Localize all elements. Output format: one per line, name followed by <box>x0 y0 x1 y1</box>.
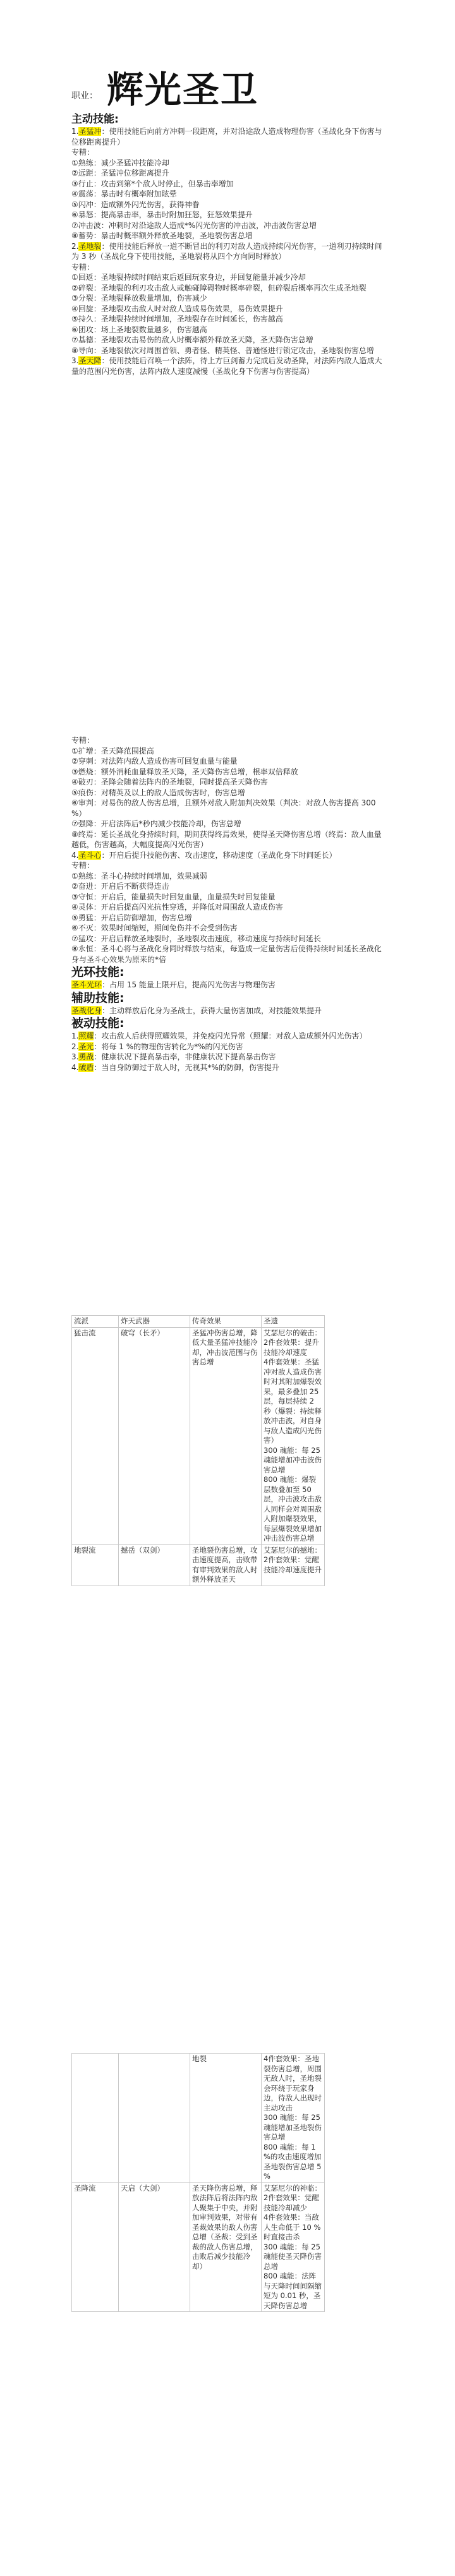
table-cell: 撼岳（双剑） <box>119 1544 190 1586</box>
skill-name: 照耀 <box>78 1032 94 1040</box>
spec-item: ⑥暴怒：提高暴击率，暴击时附加狂怒，狂怒效果提升 <box>71 210 253 219</box>
passive-list <box>71 1031 387 1073</box>
section-title: 光环技能: <box>71 965 124 979</box>
spec-item: ⑤闪冲：造成额外闪光伤害，获得神眷 <box>71 200 200 209</box>
table-header-row <box>72 1316 325 1328</box>
table-cell: 猛击流 <box>72 1327 119 1544</box>
spec-list <box>71 746 387 850</box>
spec-item: ⑦基德：圣地裂攻击易伤的敌人时概率额外释放圣天降，圣天降伤害总增 <box>71 335 313 344</box>
table-row <box>72 2054 325 2183</box>
passive-item: 4.破盾：当自身防御过于敌人时，无视其*%的防御，伤害提升 <box>71 1062 279 1072</box>
table-cell: 地裂流 <box>72 1544 119 1586</box>
skill-entry: 1.圣猛冲：使用技能后向前方冲刺一段距离，并对沿途敌人造成物理伤害（圣战化身下伤害与位移距离提升） <box>71 127 382 147</box>
section-title: 辅助技能: <box>71 990 124 1005</box>
skill-name: 破盾 <box>78 1062 94 1072</box>
spec-item: ④灵体：开启后提高闪光抗性穿透，并降低对周围敌人造成伤害 <box>71 903 283 912</box>
spec-item: ⑤痕伤：对精英及以上的敌人造成伤害时，伤害总增 <box>71 788 245 797</box>
skill-entry: 3.圣天降：使用技能后召唤一个法阵，待上方巨剑蓄力完成后发动圣降，对法阵内敌人造成大量的范围闪光伤害，法阵内敌人速度减慢（圣战化身下伤害与伤害提高） <box>71 356 382 376</box>
table-row <box>72 1544 325 1586</box>
table-cell: 圣猛冲伤害总增，降低大量圣猛冲技能冷却，冲击波范围与伤害总增 <box>190 1327 262 1544</box>
section-title: 被动技能: <box>71 1016 124 1030</box>
table-row <box>72 1327 325 1544</box>
spec-item: ⑦冲击波：冲刺时对沿途敌人造成*%闪光伤害的冲击波，冲击波伤害总增 <box>71 220 317 230</box>
table-header: 传奇效果 <box>190 1316 262 1328</box>
spec-list <box>71 272 387 356</box>
table-row <box>72 2182 325 2312</box>
aura-entry: 圣斗光环：占用 15 能量上限开启，提高闪光伤害与物理伤害 <box>71 980 276 989</box>
spec-label: 专精： <box>71 861 95 870</box>
table-header: 炸天武器 <box>119 1316 190 1328</box>
build-table-cont <box>71 2053 325 2312</box>
spec-item: ①熟练：圣斗心持续时间增加，效果减弱 <box>71 871 207 881</box>
table-cell: 艾瑟尼尔的破击： 2件套效果：提升技能冷却速度 4件套效果：圣猛冲对敌人造成伤害时对其附加爆裂效果，最多叠加 25 层，每层持续 2 秒（爆裂：持续释放冲击波，对自身与敌人造成闪光伤害） 300 魂能：每 25 魂能增加冲击波伤害总增 800 魂能：爆裂层数叠加至 50 层，冲击波攻击敌人同样会对周围敌人附加爆裂效果，每层爆裂效果增加冲击波伤害总增 <box>262 1327 325 1544</box>
spec-item: ⑥审判：对易伤的敌人伤害总增，且额外对敌人附加判决效果（判决：对敌人伤害提高 300 %） <box>71 798 376 818</box>
table-cell: 圣降流 <box>72 2182 119 2312</box>
skill-name: 圣斗心 <box>78 850 102 860</box>
table-cell <box>72 2054 119 2183</box>
passive-item: 1.照耀：攻击敌人后获得照耀效果，并免疫闪光异常（照耀：对敌人造成额外闪光伤害） <box>71 1032 367 1040</box>
spec-item: ③燃烧：额外消耗血量释放圣天降，圣天降伤害总增，根率双倍释放 <box>71 767 298 776</box>
spec-item: ②穿刺：对法阵内敌人造成伤害可回复血量与能量 <box>71 757 238 766</box>
spec-item: ⑧永恒：圣斗心将与圣战化身同时释放与结束，每造成一定量伤害后使得持续时间延长圣战化身与圣斗心效果为原来的*倍 <box>71 944 382 964</box>
spec-item: ⑥团攻：场上圣地裂数量越多，伤害越高 <box>71 325 207 334</box>
table-header: 圣遗 <box>262 1316 325 1328</box>
spec-item: ⑦强降：开启法阵后*秒内减少技能冷却，伤害总增 <box>71 819 241 828</box>
skill-name: 勇战 <box>78 1052 94 1061</box>
assist-entry: 圣战化身：主动释放后化身为圣战士，获得大量伤害加成，对技能效果提升 <box>71 1006 322 1015</box>
spec-item: ③分裂：圣地裂释放数量增加，伤害减少 <box>71 294 207 303</box>
build-table <box>71 1315 325 1586</box>
spec-item: ③行止：攻击到第*个敌人时停止，但暴击率增加 <box>71 179 234 188</box>
spec-item: ④破刃：圣降会随着法阵内的圣地裂，同时提高圣天降伤害 <box>71 778 268 786</box>
table-cell <box>119 2054 190 2183</box>
active-skills-section <box>71 112 387 376</box>
table-cell: 地裂 <box>190 2054 262 2183</box>
spec-label: 专精： <box>71 736 95 745</box>
spec-list <box>71 158 387 241</box>
skill-name: 圣猛冲 <box>78 127 102 136</box>
spec-label: 专精： <box>71 148 95 157</box>
active-skills-cont <box>71 735 387 1073</box>
spec-item: ⑧蓄势：暴击时概率额外释放圣地裂，圣地裂伤害总增 <box>71 231 253 240</box>
spec-item: ⑦猛攻：开启后释放圣地裂时，圣地裂攻击速度，移动速度与持续时间延长 <box>71 934 321 943</box>
spec-item: ③守恒：开启后，能量损失时回复血量，血量损失时回复能量 <box>71 892 276 901</box>
spec-item: ⑧导向：圣地裂依次对周围首领、勇者怪、精英怪、普通怪进行锁定攻击，圣地裂伤害总增 <box>71 346 374 355</box>
spec-item: ②奋进：开启后不断获得连击 <box>71 882 169 891</box>
spec-item: ①扩增：圣天降范围提高 <box>71 746 154 755</box>
table-cell: 艾瑟尼尔的撼地： 2件套效果：觉醒技能冷却速度提升 <box>262 1544 325 1586</box>
skill-name: 圣斗光环 <box>71 980 102 989</box>
spec-label: 专精： <box>71 262 95 272</box>
table-cell: 4件套效果：圣地裂伤害总增，周围无敌人时，圣地裂会环绕于玩家身边，待敌人出现时主动攻击 300 魂能：每 25 魂能增加圣地裂伤害总增 800 魂能：每 1 %的攻击速度增加圣地裂伤害总增 5 % <box>262 2054 325 2183</box>
job-label: 职业： <box>71 91 98 101</box>
spec-item: ②碎裂：圣地裂的利刃攻击敌人或触碰障碍物时概率碎裂，但碎裂后概率再次生成圣地裂 <box>71 283 367 292</box>
skill-name: 圣地裂 <box>78 241 102 251</box>
spec-item: ①回返：圣地裂持续时间结束后返回玩家身边，并回复能量并减少冷却 <box>71 273 306 282</box>
spec-list <box>71 871 387 965</box>
skill-name: 圣光 <box>78 1042 94 1051</box>
spec-item: ②远距：圣猛冲位移距离提升 <box>71 169 169 178</box>
table-cell: 艾瑟尼尔的神临： 2件套效果：觉醒技能冷却减少 4件套效果：当敌人生命低于 10 %时直接击杀 300 魂能：每 25 魂能使圣天降伤害总增 800 魂能：法阵与天降时间间隔缩短为 0.01 秒，圣天降伤害总增 <box>262 2182 325 2312</box>
skill-name: 圣天降 <box>78 356 102 365</box>
passive-item: 2.圣光：将每 1 %的物理伤害转化为*%的闪光伤害 <box>71 1042 243 1051</box>
table-cell: 圣地裂伤害总增，攻击速度提高，击败带有审判效果的敌人时额外释放圣天 <box>190 1544 262 1586</box>
spec-item: ①熟练：减少圣猛冲技能冷却 <box>71 158 169 167</box>
table-cell: 天启（大剑） <box>119 2182 190 2312</box>
spec-item: ⑤勇猛：开启后防御增加，伤害总增 <box>71 913 192 922</box>
skill-entry: 4.圣斗心：开启后提升技能伤害、攻击速度，移动速度（圣战化身下时间延长） <box>71 850 337 860</box>
skill-name: 圣战化身 <box>71 1006 102 1015</box>
job-name: 辉光圣卫 <box>107 68 259 111</box>
table-cell: 圣天降伤害总增，释放法阵后将法阵内敌人聚集于中央，并附加审判效果，对带有圣裁效果的敌人伤害总增（圣裁：受到圣裁的敌人伤害总增，击败后减少技能冷却） <box>190 2182 262 2312</box>
table-header: 流派 <box>72 1316 119 1328</box>
spec-item: ④震荡：暴击时有概率附加眩晕 <box>71 190 177 198</box>
table-cell: 破穹（长矛） <box>119 1327 190 1544</box>
spec-item: ⑥不灭：效果时间缩短，期间免伤并不会受到伤害 <box>71 924 238 932</box>
section-title: 主动技能: <box>71 113 119 126</box>
spec-item: ⑧终焉：延长圣战化身持续时间，期间获得终焉效果，使得圣天降伤害总增（终焉：敌人血量越低，伤害越高，大幅度提高闪光伤害） <box>71 829 382 849</box>
passive-item: 3.勇战：健康状况下提高暴击率，非健康状况下提高暴击伤害 <box>71 1052 276 1061</box>
skill-entry: 2.圣地裂：使用技能后释放一道不断冒出的利刃对敌人造成持续闪光伤害，一道利刃持续时间为 3 秒（圣战化身下使用技能，圣地裂将从四个方向同时释放） <box>71 241 382 261</box>
spec-item: ④回旋：圣地裂攻击敌人时对敌人造成易伤效果，易伤效果提升 <box>71 304 283 313</box>
spec-item: ⑤持久：圣地裂持续时间增加，圣地裂存在时间延长，伤害越高 <box>71 315 283 323</box>
